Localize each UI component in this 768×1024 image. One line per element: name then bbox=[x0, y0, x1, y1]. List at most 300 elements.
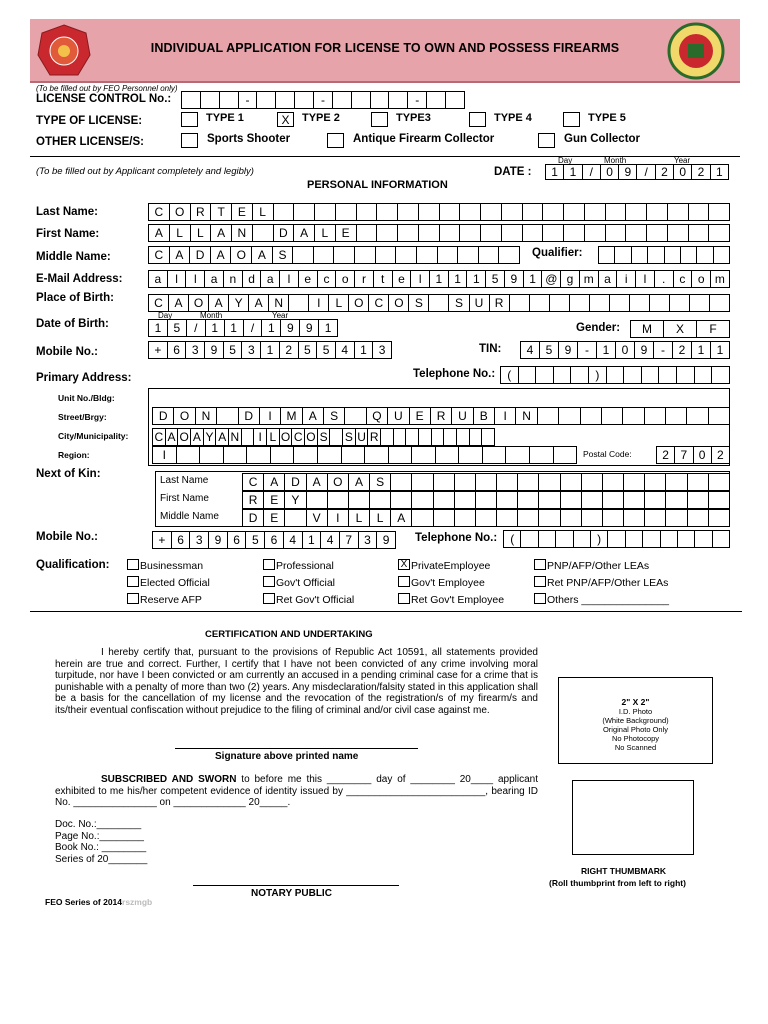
qualifier-cell[interactable] bbox=[697, 247, 713, 264]
birth-place-cell[interactable]: R bbox=[490, 295, 510, 312]
kin-first-cell[interactable] bbox=[709, 492, 730, 509]
email-cell[interactable]: 1 bbox=[524, 271, 543, 288]
street-cell[interactable]: N bbox=[516, 408, 537, 425]
qualifier-cell[interactable] bbox=[714, 247, 730, 264]
birth-date-cell[interactable]: 5 bbox=[168, 320, 187, 337]
region-cell[interactable] bbox=[412, 447, 436, 464]
middle-name-cell[interactable]: D bbox=[190, 247, 211, 264]
kin-middle-cell[interactable] bbox=[434, 510, 455, 527]
last-name-cell[interactable] bbox=[419, 204, 440, 221]
gender-cell[interactable]: X bbox=[664, 321, 697, 338]
street-cell[interactable] bbox=[687, 408, 708, 425]
telephone2-cell[interactable] bbox=[678, 531, 695, 548]
street-cell[interactable]: R bbox=[431, 408, 452, 425]
telephone2-cell[interactable] bbox=[539, 531, 556, 548]
email-cell[interactable]: 5 bbox=[486, 271, 505, 288]
street-cell[interactable]: Q bbox=[367, 408, 388, 425]
kin-middle-cell[interactable]: D bbox=[243, 510, 264, 527]
telephone-cell[interactable] bbox=[695, 367, 713, 384]
telephone2-cell[interactable] bbox=[713, 531, 730, 548]
last-name-cell[interactable]: E bbox=[232, 204, 253, 221]
middle-name-cell[interactable] bbox=[396, 247, 417, 264]
middle-name-cell[interactable] bbox=[458, 247, 479, 264]
qualifier-grid[interactable] bbox=[598, 246, 730, 264]
kin-last-cell[interactable] bbox=[688, 474, 709, 491]
telephone2-cell[interactable] bbox=[521, 531, 538, 548]
email-cell[interactable]: e bbox=[393, 271, 412, 288]
kin-middle-cell[interactable] bbox=[709, 510, 730, 527]
city-cell[interactable]: L bbox=[267, 429, 280, 446]
mobile2-cell[interactable]: 3 bbox=[359, 532, 378, 549]
city-cell[interactable]: I bbox=[254, 429, 267, 446]
tin-cell[interactable]: 9 bbox=[635, 342, 654, 359]
street-cell[interactable]: O bbox=[174, 408, 195, 425]
city-cell[interactable]: S bbox=[318, 429, 331, 446]
last-name-cell[interactable]: L bbox=[253, 204, 274, 221]
date-cell[interactable]: / bbox=[637, 165, 655, 180]
email-cell[interactable]: l bbox=[411, 271, 430, 288]
region-cell[interactable] bbox=[247, 447, 271, 464]
kin-first-cell[interactable] bbox=[307, 492, 328, 509]
email-cell[interactable]: 9 bbox=[505, 271, 524, 288]
first-name-cell[interactable] bbox=[440, 225, 461, 242]
license-control-cell[interactable] bbox=[182, 92, 201, 109]
city-grid[interactable] bbox=[152, 428, 495, 446]
street-cell[interactable] bbox=[645, 408, 666, 425]
street-cell[interactable] bbox=[709, 408, 730, 425]
first-name-cell[interactable] bbox=[398, 225, 419, 242]
mobile-grid[interactable] bbox=[148, 341, 392, 359]
region-cell[interactable] bbox=[483, 447, 507, 464]
qualification-checkbox[interactable] bbox=[398, 576, 410, 587]
kin-first-cell[interactable] bbox=[328, 492, 349, 509]
kin-first-cell[interactable] bbox=[603, 492, 624, 509]
license-control-cell[interactable] bbox=[295, 92, 314, 109]
first-name-cell[interactable]: A bbox=[211, 225, 232, 242]
kin-last-cell[interactable] bbox=[518, 474, 539, 491]
qualification-checkbox[interactable] bbox=[534, 576, 546, 587]
street-cell[interactable] bbox=[623, 408, 644, 425]
email-cell[interactable]: a bbox=[599, 271, 618, 288]
region-cell[interactable] bbox=[436, 447, 460, 464]
telephone-grid[interactable] bbox=[500, 366, 730, 384]
type-3-checkbox[interactable] bbox=[371, 112, 388, 127]
email-cell[interactable]: l bbox=[186, 271, 205, 288]
birth-date-cell[interactable]: 9 bbox=[300, 320, 319, 337]
qualifier-cell[interactable] bbox=[599, 247, 615, 264]
first-name-cell[interactable]: N bbox=[232, 225, 253, 242]
city-cell[interactable]: C bbox=[292, 429, 305, 446]
kin-last-cell[interactable] bbox=[582, 474, 603, 491]
gender-grid[interactable] bbox=[630, 320, 730, 338]
tin-cell[interactable]: 2 bbox=[673, 342, 692, 359]
email-cell[interactable]: 1 bbox=[430, 271, 449, 288]
kin-middle-cell[interactable] bbox=[624, 510, 645, 527]
city-cell[interactable] bbox=[444, 429, 457, 446]
birth-place-cell[interactable]: S bbox=[449, 295, 469, 312]
mobile-cell[interactable]: 3 bbox=[242, 342, 261, 359]
telephone-cell[interactable] bbox=[554, 367, 572, 384]
region-cell[interactable] bbox=[389, 447, 413, 464]
kin-middle-cell[interactable] bbox=[412, 510, 433, 527]
license-control-cell[interactable] bbox=[352, 92, 371, 109]
gender-cell[interactable]: F bbox=[697, 321, 730, 338]
birth-place-cell[interactable] bbox=[710, 295, 730, 312]
email-cell[interactable]: o bbox=[692, 271, 711, 288]
postal-cell[interactable]: 2 bbox=[657, 447, 675, 464]
city-cell[interactable]: A bbox=[166, 429, 179, 446]
birth-place-cell[interactable]: C bbox=[369, 295, 389, 312]
city-cell[interactable] bbox=[432, 429, 445, 446]
mobile2-cell[interactable]: + bbox=[153, 532, 172, 549]
first-name-cell[interactable] bbox=[606, 225, 627, 242]
kin-first-cell[interactable]: E bbox=[264, 492, 285, 509]
postal-cell[interactable]: 7 bbox=[675, 447, 693, 464]
telephone2-cell[interactable] bbox=[626, 531, 643, 548]
date-cell[interactable]: 0 bbox=[601, 165, 619, 180]
street-cell[interactable] bbox=[602, 408, 623, 425]
birth-place-cell[interactable]: Y bbox=[229, 295, 249, 312]
other-license-checkbox[interactable] bbox=[181, 133, 198, 148]
birth-date-cell[interactable]: 1 bbox=[262, 320, 281, 337]
birth-date-cell[interactable]: / bbox=[244, 320, 263, 337]
kin-first-cell[interactable] bbox=[688, 492, 709, 509]
email-cell[interactable]: 1 bbox=[467, 271, 486, 288]
last-name-cell[interactable] bbox=[523, 204, 544, 221]
birth-place-cell[interactable]: O bbox=[349, 295, 369, 312]
qualification-checkbox[interactable] bbox=[127, 559, 139, 570]
email-cell[interactable]: g bbox=[561, 271, 580, 288]
last-name-cell[interactable] bbox=[274, 204, 295, 221]
last-name-cell[interactable] bbox=[502, 204, 523, 221]
street-cell[interactable]: M bbox=[281, 408, 302, 425]
kin-last-cell[interactable] bbox=[391, 474, 412, 491]
email-cell[interactable]: 1 bbox=[449, 271, 468, 288]
mobile-cell[interactable]: 5 bbox=[224, 342, 243, 359]
other-license-checkbox[interactable] bbox=[538, 133, 555, 148]
mobile2-cell[interactable]: 6 bbox=[228, 532, 247, 549]
kin-last-cell[interactable]: D bbox=[285, 474, 306, 491]
date-cell[interactable]: 0 bbox=[674, 165, 692, 180]
first-name-cell[interactable] bbox=[689, 225, 710, 242]
kin-last-cell[interactable] bbox=[497, 474, 518, 491]
birth-place-cell[interactable] bbox=[670, 295, 690, 312]
mobile2-cell[interactable]: 6 bbox=[172, 532, 191, 549]
license-control-cell[interactable]: - bbox=[239, 92, 258, 109]
city-cell[interactable]: O bbox=[280, 429, 293, 446]
birth-place-cell[interactable] bbox=[550, 295, 570, 312]
middle-name-cell[interactable] bbox=[355, 247, 376, 264]
birth-date-cell[interactable]: 1 bbox=[319, 320, 338, 337]
first-name-cell[interactable] bbox=[543, 225, 564, 242]
middle-name-cell[interactable]: S bbox=[273, 247, 294, 264]
mobile-cell[interactable]: 3 bbox=[373, 342, 392, 359]
kin-middle-cell[interactable] bbox=[582, 510, 603, 527]
mobile-cell[interactable]: 1 bbox=[355, 342, 374, 359]
mobile-cell[interactable]: + bbox=[149, 342, 168, 359]
middle-name-cell[interactable] bbox=[314, 247, 335, 264]
kin-last-cell[interactable]: A bbox=[264, 474, 285, 491]
email-cell[interactable]: c bbox=[674, 271, 693, 288]
license-control-cell[interactable] bbox=[371, 92, 390, 109]
region-cell[interactable] bbox=[294, 447, 318, 464]
first-name-cell[interactable] bbox=[460, 225, 481, 242]
kin-first-cell[interactable] bbox=[539, 492, 560, 509]
kin-middle-cell[interactable] bbox=[561, 510, 582, 527]
email-cell[interactable]: r bbox=[355, 271, 374, 288]
tin-cell[interactable]: 1 bbox=[597, 342, 616, 359]
telephone-cell[interactable] bbox=[607, 367, 625, 384]
qualification-checkbox[interactable] bbox=[263, 576, 275, 587]
middle-name-cell[interactable] bbox=[438, 247, 459, 264]
first-name-cell[interactable] bbox=[357, 225, 378, 242]
first-name-cell[interactable]: A bbox=[149, 225, 170, 242]
license-control-cell[interactable] bbox=[257, 92, 276, 109]
mobile2-cell[interactable]: 1 bbox=[303, 532, 322, 549]
kin-last-cell[interactable] bbox=[603, 474, 624, 491]
street-cell[interactable]: I bbox=[260, 408, 281, 425]
kin-last-cell[interactable]: C bbox=[243, 474, 264, 491]
middle-name-cell[interactable] bbox=[417, 247, 438, 264]
mobile2-cell[interactable]: 4 bbox=[284, 532, 303, 549]
city-cell[interactable]: N bbox=[229, 429, 242, 446]
license-control-cell[interactable] bbox=[276, 92, 295, 109]
birth-place-cell[interactable] bbox=[630, 295, 650, 312]
kin-middle-cell[interactable] bbox=[285, 510, 306, 527]
license-control-cell[interactable] bbox=[389, 92, 408, 109]
kin-middle-cell[interactable]: I bbox=[328, 510, 349, 527]
first-name-cell[interactable] bbox=[564, 225, 585, 242]
city-cell[interactable] bbox=[242, 429, 255, 446]
first-name-cell[interactable] bbox=[377, 225, 398, 242]
kin-last-grid[interactable] bbox=[242, 473, 730, 491]
kin-last-cell[interactable] bbox=[539, 474, 560, 491]
street-cell[interactable] bbox=[581, 408, 602, 425]
middle-name-cell[interactable]: O bbox=[231, 247, 252, 264]
birth-place-cell[interactable] bbox=[570, 295, 590, 312]
street-cell[interactable] bbox=[559, 408, 580, 425]
region-cell[interactable] bbox=[530, 447, 554, 464]
middle-name-cell[interactable]: A bbox=[252, 247, 273, 264]
region-cell[interactable] bbox=[318, 447, 342, 464]
middle-name-cell[interactable] bbox=[334, 247, 355, 264]
mobile2-grid[interactable] bbox=[152, 531, 396, 549]
email-grid[interactable] bbox=[148, 270, 730, 288]
kin-last-cell[interactable]: O bbox=[328, 474, 349, 491]
region-cell[interactable] bbox=[459, 447, 483, 464]
birth-place-cell[interactable]: S bbox=[409, 295, 429, 312]
middle-name-cell[interactable]: A bbox=[170, 247, 191, 264]
email-cell[interactable]: m bbox=[580, 271, 599, 288]
street-cell[interactable]: U bbox=[452, 408, 473, 425]
qualifier-cell[interactable] bbox=[615, 247, 631, 264]
license-control-grid[interactable] bbox=[181, 91, 465, 109]
last-name-cell[interactable] bbox=[647, 204, 668, 221]
kin-last-cell[interactable] bbox=[666, 474, 687, 491]
email-cell[interactable]: c bbox=[318, 271, 337, 288]
gender-cell[interactable]: M bbox=[631, 321, 664, 338]
email-cell[interactable]: l bbox=[280, 271, 299, 288]
mobile-cell[interactable]: 2 bbox=[280, 342, 299, 359]
email-cell[interactable]: . bbox=[655, 271, 674, 288]
first-name-cell[interactable] bbox=[253, 225, 274, 242]
city-cell[interactable]: A bbox=[191, 429, 204, 446]
first-name-cell[interactable] bbox=[419, 225, 440, 242]
last-name-cell[interactable]: C bbox=[149, 204, 170, 221]
last-name-cell[interactable] bbox=[377, 204, 398, 221]
last-name-cell[interactable] bbox=[357, 204, 378, 221]
kin-last-cell[interactable] bbox=[434, 474, 455, 491]
mobile-cell[interactable]: 4 bbox=[336, 342, 355, 359]
qualification-checkbox[interactable] bbox=[263, 593, 275, 604]
birth-place-cell[interactable] bbox=[650, 295, 670, 312]
city-cell[interactable] bbox=[482, 429, 495, 446]
kin-middle-cell[interactable] bbox=[666, 510, 687, 527]
region-cell[interactable] bbox=[554, 447, 578, 464]
middle-name-cell[interactable]: A bbox=[211, 247, 232, 264]
telephone2-grid[interactable] bbox=[503, 530, 730, 548]
last-name-cell[interactable]: O bbox=[170, 204, 191, 221]
city-cell[interactable] bbox=[394, 429, 407, 446]
last-name-cell[interactable] bbox=[689, 204, 710, 221]
kin-first-cell[interactable] bbox=[518, 492, 539, 509]
kin-middle-cell[interactable] bbox=[518, 510, 539, 527]
last-name-cell[interactable] bbox=[315, 204, 336, 221]
street-cell[interactable]: N bbox=[196, 408, 217, 425]
qualification-checkbox[interactable] bbox=[127, 576, 139, 587]
license-control-cell[interactable] bbox=[201, 92, 220, 109]
telephone2-cell[interactable] bbox=[643, 531, 660, 548]
tin-cell[interactable]: 5 bbox=[540, 342, 559, 359]
license-control-cell[interactable] bbox=[333, 92, 352, 109]
last-name-cell[interactable] bbox=[398, 204, 419, 221]
first-name-cell[interactable]: L bbox=[170, 225, 191, 242]
first-name-cell[interactable] bbox=[502, 225, 523, 242]
middle-name-grid[interactable] bbox=[148, 246, 520, 264]
kin-first-cell[interactable] bbox=[455, 492, 476, 509]
type-4-checkbox[interactable] bbox=[469, 112, 486, 127]
city-cell[interactable] bbox=[406, 429, 419, 446]
birth-place-cell[interactable]: A bbox=[209, 295, 229, 312]
email-cell[interactable]: o bbox=[336, 271, 355, 288]
birth-place-cell[interactable] bbox=[590, 295, 610, 312]
telephone-cell[interactable] bbox=[712, 367, 730, 384]
kin-last-cell[interactable] bbox=[645, 474, 666, 491]
qualification-checkbox[interactable]: X bbox=[398, 559, 410, 570]
birth-place-cell[interactable]: A bbox=[169, 295, 189, 312]
birth-place-cell[interactable] bbox=[510, 295, 530, 312]
last-name-cell[interactable] bbox=[606, 204, 627, 221]
kin-first-cell[interactable] bbox=[561, 492, 582, 509]
telephone2-cell[interactable] bbox=[661, 531, 678, 548]
mobile-cell[interactable]: 5 bbox=[299, 342, 318, 359]
email-cell[interactable]: t bbox=[374, 271, 393, 288]
region-cell[interactable] bbox=[224, 447, 248, 464]
kin-middle-cell[interactable] bbox=[455, 510, 476, 527]
street-cell[interactable]: A bbox=[303, 408, 324, 425]
qualification-checkbox[interactable] bbox=[534, 559, 546, 570]
postal-cell[interactable]: 0 bbox=[694, 447, 712, 464]
email-cell[interactable]: d bbox=[243, 271, 262, 288]
telephone-cell[interactable] bbox=[624, 367, 642, 384]
street-cell[interactable]: B bbox=[474, 408, 495, 425]
mobile-cell[interactable]: 5 bbox=[317, 342, 336, 359]
email-cell[interactable]: m bbox=[711, 271, 730, 288]
mobile2-cell[interactable]: 6 bbox=[265, 532, 284, 549]
tin-cell[interactable]: 9 bbox=[559, 342, 578, 359]
date-cell[interactable]: 2 bbox=[692, 165, 710, 180]
date-cell[interactable]: 1 bbox=[564, 165, 582, 180]
middle-name-cell[interactable]: C bbox=[149, 247, 170, 264]
kin-first-cell[interactable] bbox=[666, 492, 687, 509]
kin-middle-cell[interactable]: A bbox=[391, 510, 412, 527]
kin-middle-cell[interactable]: L bbox=[349, 510, 370, 527]
date-cell[interactable]: 2 bbox=[656, 165, 674, 180]
birth-place-grid[interactable] bbox=[148, 294, 730, 312]
telephone-cell[interactable] bbox=[536, 367, 554, 384]
email-cell[interactable]: a bbox=[149, 271, 168, 288]
last-name-cell[interactable] bbox=[294, 204, 315, 221]
mobile2-cell[interactable]: 7 bbox=[340, 532, 359, 549]
license-control-cell[interactable] bbox=[220, 92, 239, 109]
birth-place-cell[interactable] bbox=[690, 295, 710, 312]
birth-date-cell[interactable]: 9 bbox=[281, 320, 300, 337]
region-grid[interactable] bbox=[152, 446, 577, 464]
street-cell[interactable] bbox=[345, 408, 366, 425]
birth-place-cell[interactable] bbox=[530, 295, 550, 312]
tin-cell[interactable]: - bbox=[578, 342, 597, 359]
city-cell[interactable] bbox=[330, 429, 343, 446]
postal-cell[interactable]: 2 bbox=[712, 447, 730, 464]
region-cell[interactable]: I bbox=[153, 447, 177, 464]
street-cell[interactable]: U bbox=[388, 408, 409, 425]
kin-first-cell[interactable]: R bbox=[243, 492, 264, 509]
mobile-cell[interactable]: 6 bbox=[168, 342, 187, 359]
city-cell[interactable]: O bbox=[305, 429, 318, 446]
region-cell[interactable] bbox=[506, 447, 530, 464]
type-1-checkbox[interactable] bbox=[181, 112, 198, 127]
last-name-cell[interactable] bbox=[668, 204, 689, 221]
first-name-cell[interactable] bbox=[647, 225, 668, 242]
kin-first-cell[interactable] bbox=[645, 492, 666, 509]
kin-first-cell[interactable] bbox=[582, 492, 603, 509]
first-name-cell[interactable] bbox=[668, 225, 689, 242]
last-name-cell[interactable] bbox=[543, 204, 564, 221]
date-cell[interactable]: 1 bbox=[546, 165, 564, 180]
first-name-cell[interactable]: E bbox=[336, 225, 357, 242]
kin-middle-grid[interactable] bbox=[242, 509, 730, 527]
last-name-cell[interactable]: R bbox=[191, 204, 212, 221]
tin-cell[interactable]: 0 bbox=[616, 342, 635, 359]
kin-middle-cell[interactable] bbox=[497, 510, 518, 527]
city-cell[interactable]: C bbox=[153, 429, 166, 446]
email-cell[interactable]: a bbox=[205, 271, 224, 288]
street-cell[interactable]: S bbox=[324, 408, 345, 425]
street-grid[interactable] bbox=[152, 407, 730, 425]
city-cell[interactable] bbox=[381, 429, 394, 446]
first-name-cell[interactable] bbox=[481, 225, 502, 242]
postal-code-grid[interactable] bbox=[656, 446, 730, 464]
kin-last-cell[interactable] bbox=[412, 474, 433, 491]
kin-middle-cell[interactable] bbox=[476, 510, 497, 527]
kin-last-cell[interactable] bbox=[476, 474, 497, 491]
region-cell[interactable] bbox=[271, 447, 295, 464]
last-name-cell[interactable] bbox=[564, 204, 585, 221]
city-cell[interactable] bbox=[470, 429, 483, 446]
telephone-cell[interactable] bbox=[659, 367, 677, 384]
first-name-cell[interactable] bbox=[585, 225, 606, 242]
last-name-cell[interactable] bbox=[626, 204, 647, 221]
